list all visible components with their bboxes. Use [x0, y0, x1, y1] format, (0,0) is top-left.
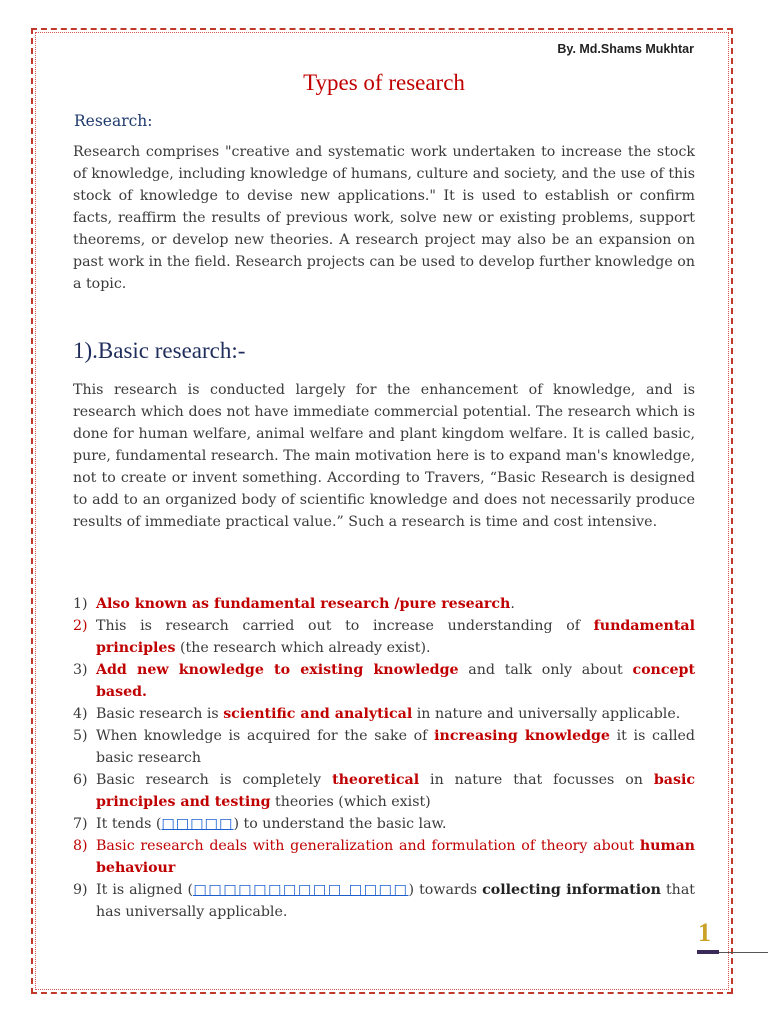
list-number: 2): [73, 618, 88, 634]
page-number: 1: [698, 918, 711, 947]
research-heading: Research:: [74, 112, 153, 130]
list-item: 9) It is aligned (□□□□□□□□□□ □□□□) towards collecting information that has universally applicable.: [73, 879, 695, 923]
list-number: 5): [73, 728, 88, 744]
list-number: 7): [73, 816, 88, 832]
list-number: 4): [73, 706, 88, 722]
list-item: 2) This is research carried out to increase understanding of fundamental principles (the research which already exist).: [73, 615, 695, 659]
basic-research-list: [73, 593, 695, 923]
list-item: 6) Basic research is completely theoretical in nature that focusses on basic principles and testing theories (which exist): [73, 769, 695, 813]
page-title: Types of research: [303, 70, 465, 95]
untranslated-glyphs: □□□□□□□□□□ □□□□: [192, 882, 409, 898]
list-item: 8) Basic research deals with generalization and formulation of theory about human behaviour: [73, 835, 695, 879]
untranslated-glyphs: □□□□□: [161, 816, 234, 832]
list-number: 1): [73, 596, 88, 612]
list-number: 6): [73, 772, 88, 788]
list-item: 5) When knowledge is acquired for the sake of increasing knowledge it is called basic research: [73, 725, 695, 769]
list-item: 1) Also known as fundamental research /pure research.: [73, 593, 695, 615]
basic-research-paragraph: This research is conducted largely for the enhancement of knowledge, and is research which does not have immediate commercial potential. The research which is done for human welfare, animal welfare and plant kingdom welfare. It is called basic, pure, fundamental research. The main motivation here is to expand man's knowledge, not to create or invent something. According to Travers, “Basic Research is designed to add to an organized body of scientific knowledge and does not necessarily produce results of immediate practical value.” Such a research is time and cost intensive.: [73, 382, 695, 530]
list-number: 8): [73, 838, 88, 854]
author-byline: By. Md.Shams Mukhtar: [557, 42, 694, 56]
research-paragraph: Research comprises "creative and systematic work undertaken to increase the stock of knowledge, including knowledge of humans, culture and society, and the use of this stock of knowledge to devise new applications." It is used to establish or confirm facts, reaffirm the results of previous work, solve new or existing problems, support theorems, or develop new theories. A research project may also be an expansion on past work in the field. Research projects can be used to develop further knowledge on a topic.: [73, 144, 695, 292]
list-item: 4) Basic research is scientific and analytical in nature and universally applicable.: [73, 703, 695, 725]
list-item: 7) It tends (□□□□□) to understand the basic law.: [73, 813, 695, 835]
list-item: 3) Add new knowledge to existing knowledge and talk only about concept based.: [73, 659, 695, 703]
page-number-bar: [697, 950, 719, 954]
list-number: 3): [73, 662, 88, 678]
basic-research-heading: 1).Basic research:-: [73, 338, 246, 363]
footer-rule: [719, 952, 768, 953]
list-number: 9): [73, 882, 88, 898]
